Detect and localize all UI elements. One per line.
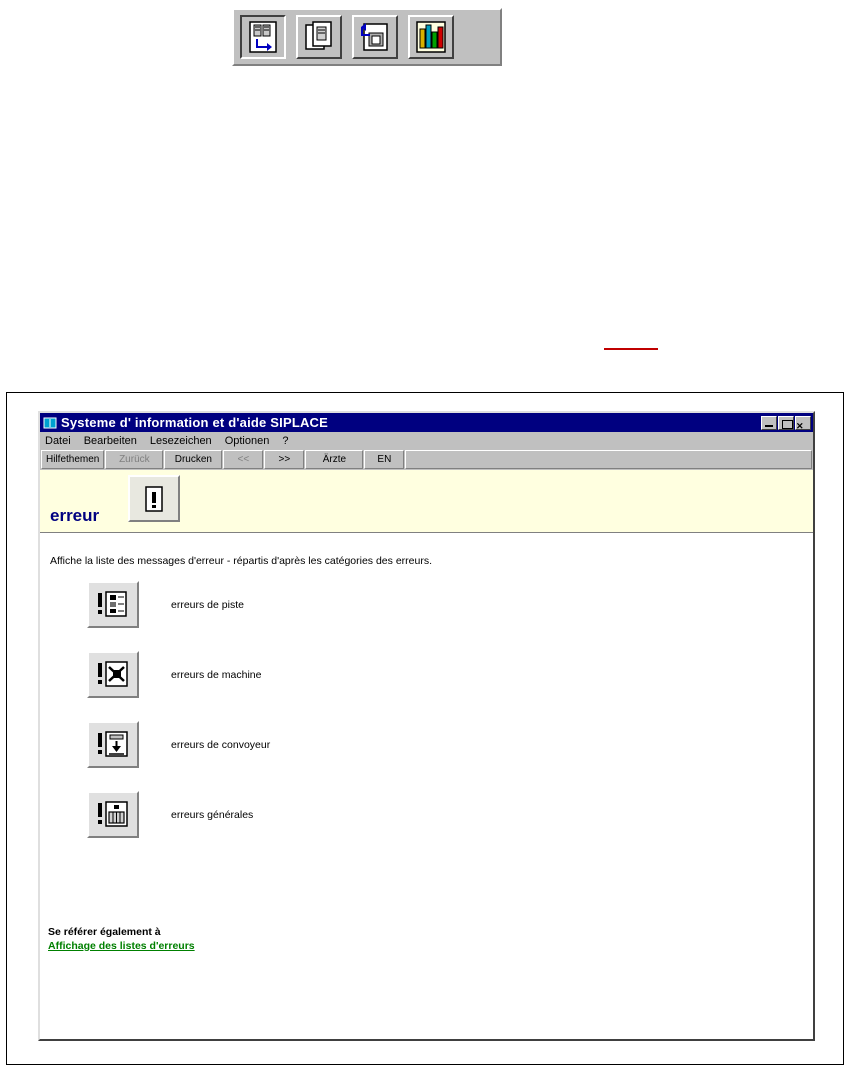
save-disk-button[interactable] [352,15,398,59]
top-toolbar [232,8,502,66]
toolbar-buttonbar [40,449,813,470]
button-aerzte[interactable]: Ärzte [305,450,363,469]
bar-chart-icon [416,21,446,53]
topic-row-machine-errors[interactable] [87,651,261,698]
page-title: erreur [50,506,100,525]
maximize-button[interactable] [778,416,794,430]
topic-content [40,533,813,1039]
topic-header [40,470,813,533]
general-errors-button[interactable] [87,791,139,838]
menu-item-lesezeichen[interactable]: Lesezeichen [149,434,212,447]
menu-item-datei[interactable]: Datei [45,434,71,447]
button-drucken[interactable]: Drucken [164,450,222,469]
bar-chart-button[interactable] [408,15,454,59]
red-underline-mark [604,338,658,350]
conveyor-errors-icon [96,729,130,761]
button-hilfethemen[interactable]: Hilfethemen [41,450,104,469]
help-window [38,411,815,1041]
machine-errors-icon [96,659,130,691]
menu-item-help[interactable]: ? [282,434,289,447]
see-also-heading: Se référer également à [48,926,161,938]
window-titlebar[interactable] [40,413,813,432]
button-language-en[interactable]: EN [364,450,404,469]
topic-label-machine-errors: erreurs de machine [171,668,262,681]
topic-row-general-errors[interactable] [87,791,253,838]
topic-label-track-errors: erreurs de piste [171,598,244,611]
copy-pages-icon [304,21,334,53]
button-zurueck: Zurück [105,450,163,469]
track-errors-button[interactable] [87,581,139,628]
copy-pages-button[interactable] [296,15,342,59]
minimize-button[interactable] [761,416,777,430]
buttonbar-filler [405,450,812,469]
window-title: Systeme d' information et d'aide SIPLACE [61,415,329,430]
see-also-link[interactable]: Affichage des listes d'erreurs [48,940,195,952]
topic-label-conveyor-errors: erreurs de convoyeur [171,738,271,751]
topic-row-track-errors[interactable] [87,581,244,628]
machine-errors-button[interactable] [87,651,139,698]
general-errors-icon [96,799,130,831]
button-next[interactable]: >> [264,450,304,469]
save-disk-icon [360,21,390,53]
page-flip-icon [248,21,278,53]
help-book-icon [43,416,57,430]
screenshot-frame [6,392,844,1065]
menu-item-bearbeiten[interactable]: Bearbeiten [83,434,137,447]
conveyor-errors-button[interactable] [87,721,139,768]
menubar [40,432,813,449]
window-controls [761,416,811,430]
button-prev: << [223,450,263,469]
close-button[interactable] [795,416,811,430]
page-flip-button[interactable] [240,15,286,59]
topic-row-conveyor-errors[interactable] [87,721,270,768]
intro-text: Affiche la liste des messages d'erreur - répartis d'après les catégories des erreurs. [50,555,432,567]
close-icon: ✕ [796,420,804,431]
topic-label-general-errors: erreurs générales [171,808,254,821]
topic-header-icon-button[interactable] [128,475,180,522]
menu-item-optionen[interactable]: Optionen [224,434,270,447]
track-errors-icon [96,589,130,621]
error-column-icon [141,484,167,514]
